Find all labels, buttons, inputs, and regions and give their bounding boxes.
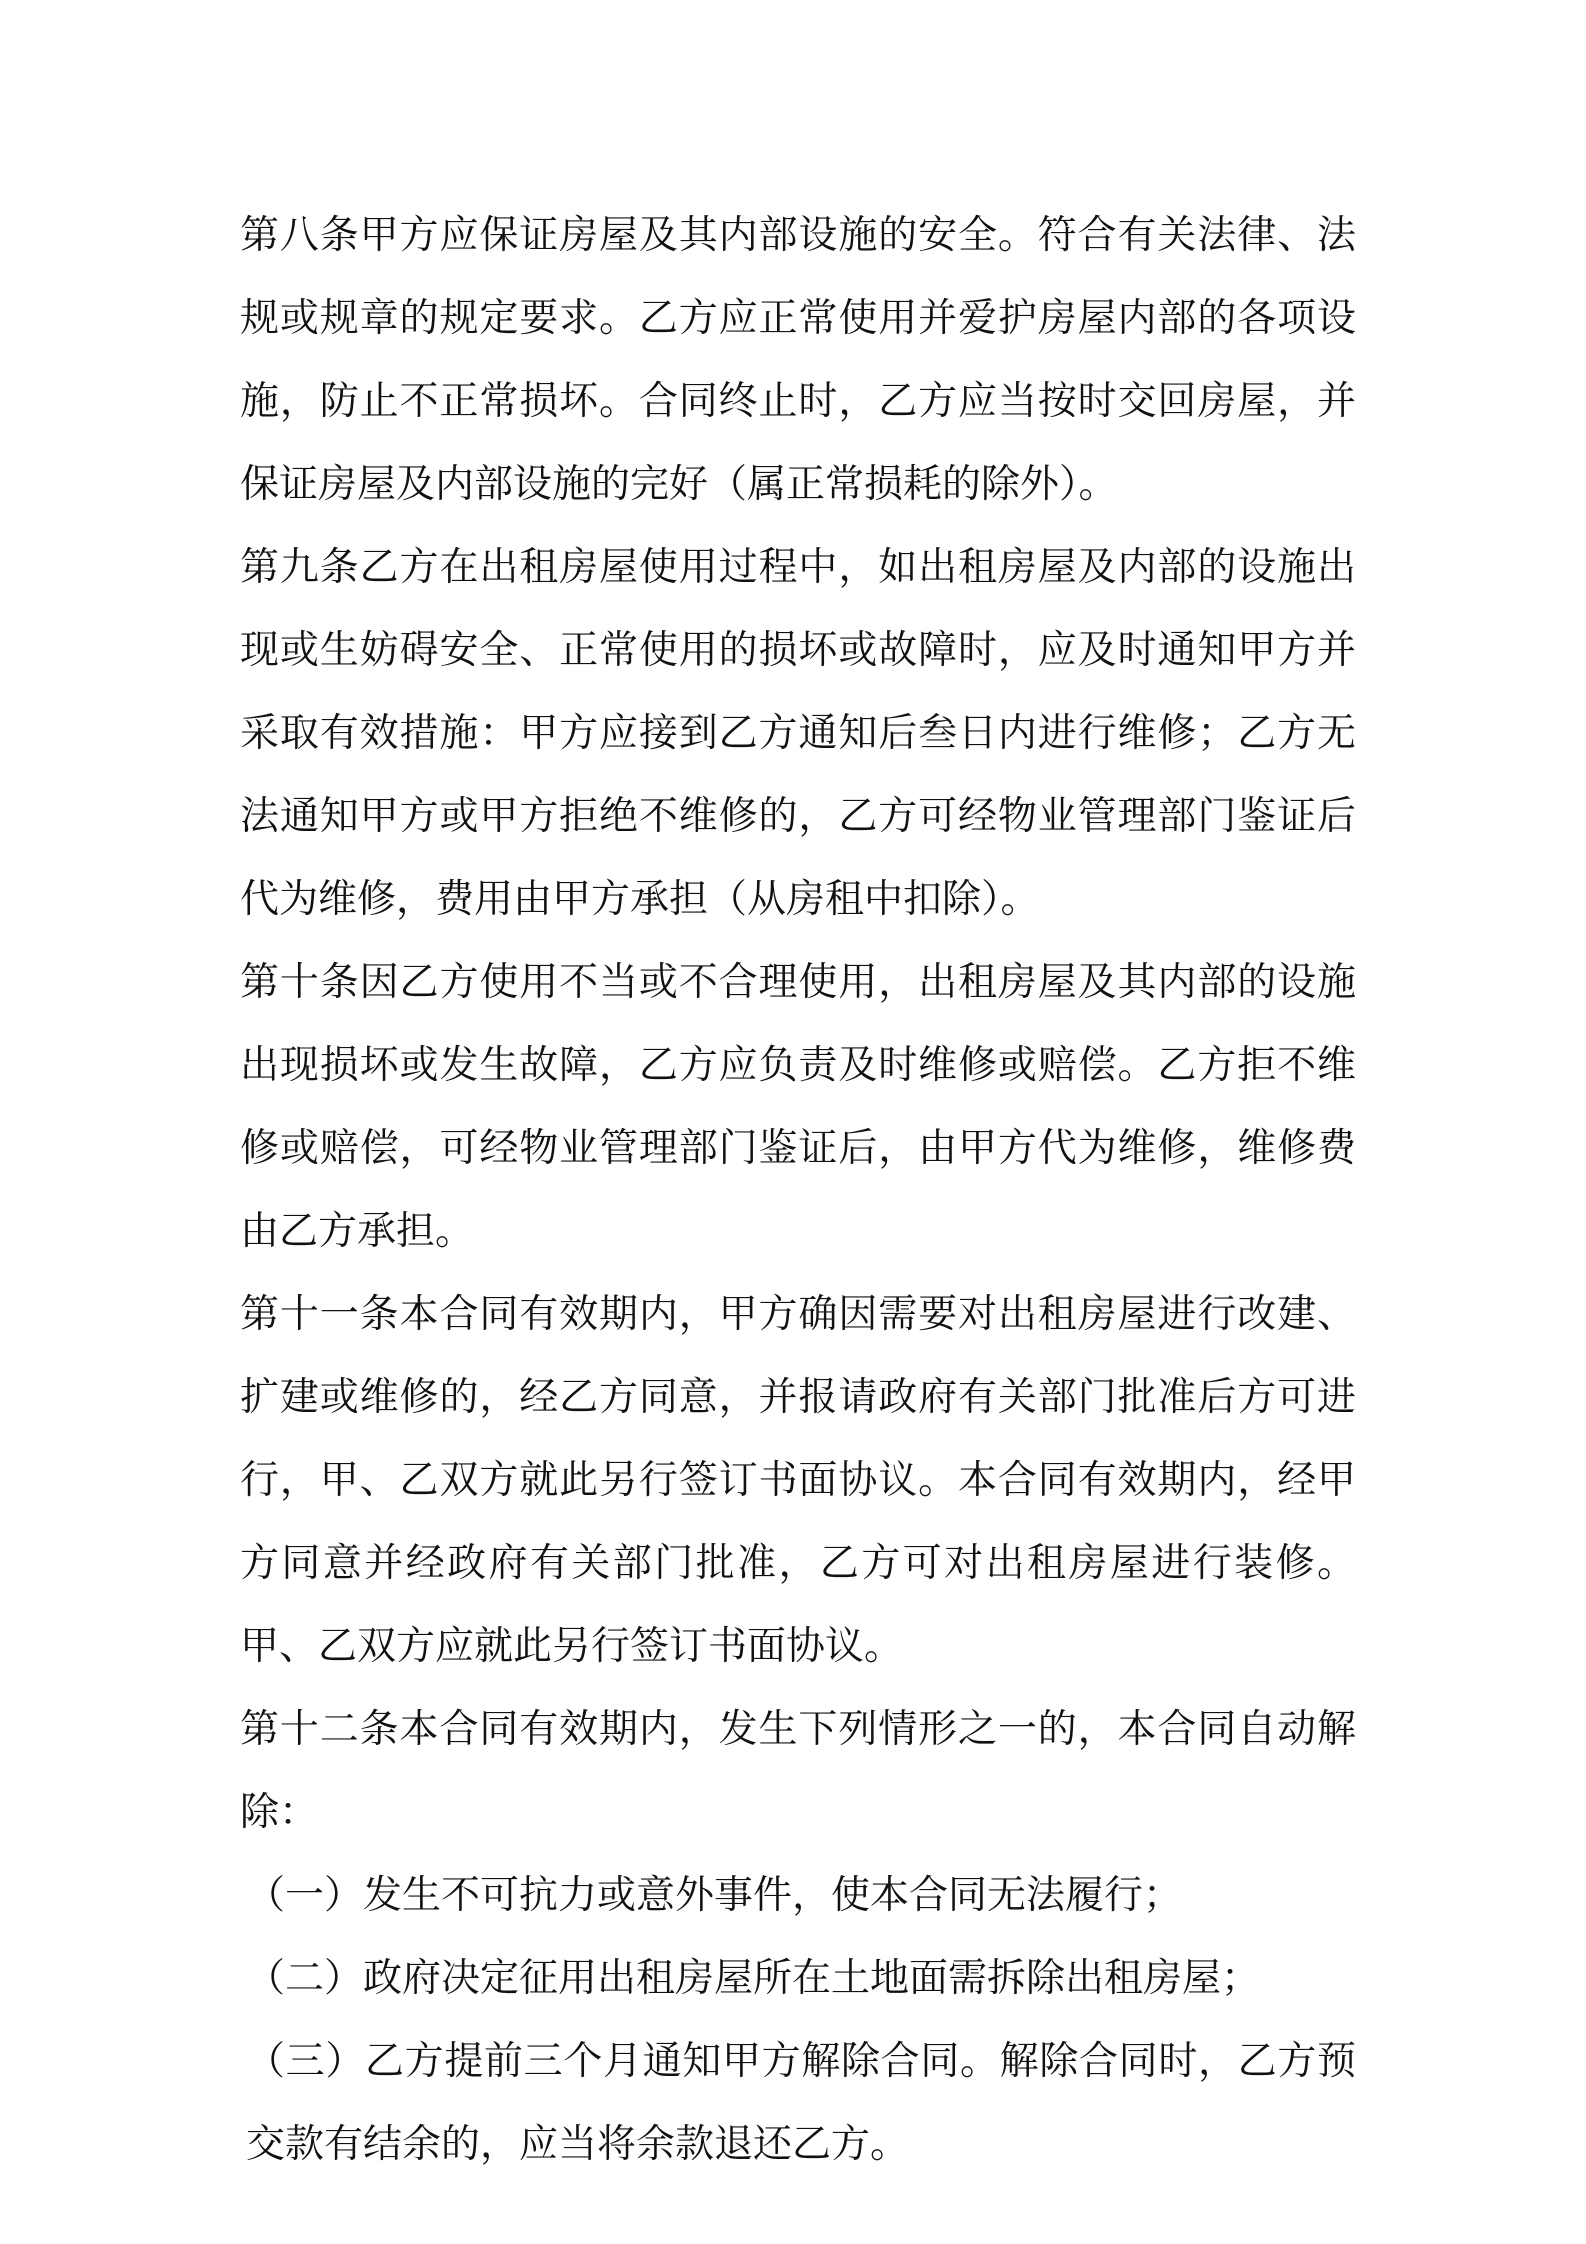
article-12-item-3: （三）乙方提前三个月通知甲方解除合同。解除合同时，乙方预交款有结余的，应当将余款退还乙方。 bbox=[246, 2039, 1356, 2167]
article-10-paragraph: 第十条因乙方使用不当或不合理使用，出租房屋及其内部的设施出现损坏或发生故障，乙方应负责及时维修或赔偿。乙方拒不维修或赔偿，可经物业管理部门鉴证后，由甲方代为维修，维修费由乙方承担。 bbox=[240, 960, 1356, 1254]
article-12-paragraph: 第十二条本合同有效期内，发生下列情形之一的，本合同自动解除： bbox=[240, 1707, 1356, 1835]
article-9-paragraph: 第九条乙方在出租房屋使用过程中，如出租房屋及内部的设施出现或生妨碍安全、正常使用的损坏或故障时，应及时通知甲方并采取有效措施：甲方应接到乙方通知后叁日内进行维修；乙方无法通知甲方或甲方拒绝不维修的，乙方可经物业管理部门鉴证后代为维修，费用由甲方承担（从房租中扣除）。 bbox=[240, 545, 1356, 922]
document-body bbox=[240, 194, 1356, 2186]
article-8-paragraph: 第八条甲方应保证房屋及其内部设施的安全。符合有关法律、法规或规章的规定要求。乙方应正常使用并爱护房屋内部的各项设施，防止不正常损坏。合同终止时，乙方应当按时交回房屋，并保证房屋及内部设施的完好（属正常损耗的除外）。 bbox=[240, 213, 1356, 507]
article-11-paragraph: 第十一条本合同有效期内，甲方确因需要对出租房屋进行改建、扩建或维修的，经乙方同意，并报请政府有关部门批准后方可进行，甲、乙双方就此另行签订书面协议。本合同有效期内，经甲方同意并经政府有关部门批准，乙方可对出租房屋进行装修。甲、乙双方应就此另行签订书面协议。 bbox=[240, 1292, 1356, 1669]
article-12-item-2: （二）政府决定征用出租房屋所在土地面需拆除出租房屋； bbox=[246, 1956, 1261, 2001]
article-12-item-1: （一）发生不可抗力或意外事件，使本合同无法履行； bbox=[246, 1873, 1183, 1918]
